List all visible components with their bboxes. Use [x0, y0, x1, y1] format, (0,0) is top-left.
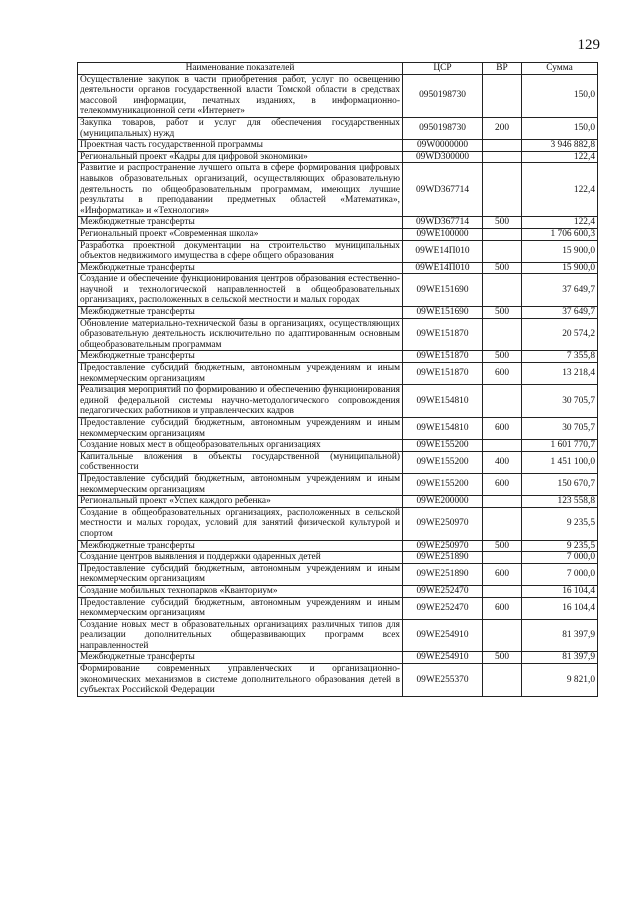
vr-cell: 500: [483, 652, 522, 664]
csr-cell: 09WE250970: [403, 540, 483, 552]
vr-cell: [483, 585, 522, 597]
name-cell: Обновление материально-технической базы в организациях, осуществляющих образовательную деятельность исключительно по адаптированным основным общеобразовательным программам: [78, 318, 403, 351]
table-row: [78, 440, 598, 452]
table-row: [78, 507, 598, 540]
sum-cell: 150,0: [522, 74, 598, 117]
table-row: [78, 262, 598, 274]
sum-cell: 37 649,7: [522, 307, 598, 319]
vr-cell: 400: [483, 451, 522, 473]
sum-cell: 13 218,4: [522, 363, 598, 385]
csr-cell: 0950198730: [403, 74, 483, 117]
csr-cell: 09WE254910: [403, 652, 483, 664]
csr-cell: 09WE251890: [403, 552, 483, 564]
name-cell: Проектная часть государственной программы: [78, 140, 403, 152]
table-row: [78, 228, 598, 240]
name-cell: Межбюджетные трансферты: [78, 307, 403, 319]
sum-cell: 37 649,7: [522, 274, 598, 307]
sum-cell: 7 000,0: [522, 552, 598, 564]
vr-cell: 500: [483, 217, 522, 229]
csr-cell: 09WE151870: [403, 318, 483, 351]
table-row: [78, 585, 598, 597]
sum-cell: 122,4: [522, 151, 598, 163]
name-cell: Закупка товаров, работ и услуг для обеспечения государственных (муниципальных) нужд: [78, 117, 403, 139]
table-row: [78, 140, 598, 152]
vr-cell: 600: [483, 597, 522, 619]
sum-cell: 81 397,9: [522, 652, 598, 664]
name-cell: Создание новых мест в общеобразовательных организациях: [78, 440, 403, 452]
table-body: [78, 74, 598, 696]
table-row: [78, 240, 598, 262]
table-row: [78, 151, 598, 163]
csr-cell: 09WE100000: [403, 228, 483, 240]
name-cell: Создание и обеспечение функционирования центров образования естественно-научной и технологической направленностей в общеобразовательных организациях, расположенных в сельской местности и малых городах: [78, 274, 403, 307]
csr-cell: 09WE151870: [403, 363, 483, 385]
table-row: [78, 307, 598, 319]
csr-cell: 09WE151690: [403, 274, 483, 307]
vr-cell: [483, 385, 522, 418]
name-cell: Предоставление субсидий бюджетным, автономным учреждениям и иным некоммерческим организациям: [78, 563, 403, 585]
name-cell: Развитие и распространение лучшего опыта в сфере формирования цифровых навыков образовательных организаций, осуществляющих образовательную деятельность по общеобразовательным программам, имеющих лучшие результаты в преподавании предметных областей «Математика», «Информатика» и «Технология»: [78, 163, 403, 217]
table-header-row: [78, 63, 598, 75]
sum-cell: 30 705,7: [522, 385, 598, 418]
vr-cell: [483, 507, 522, 540]
table-row: [78, 385, 598, 418]
table-row: [78, 274, 598, 307]
name-cell: Межбюджетные трансферты: [78, 351, 403, 363]
csr-cell: 09WE252470: [403, 597, 483, 619]
sum-cell: 9 235,5: [522, 540, 598, 552]
header-name: Наименование показателей: [78, 63, 403, 75]
table-row: [78, 563, 598, 585]
sum-cell: 1 706 600,3: [522, 228, 598, 240]
csr-cell: 09WE155200: [403, 440, 483, 452]
csr-cell: 09W0000000: [403, 140, 483, 152]
csr-cell: 09WD367714: [403, 217, 483, 229]
vr-cell: 500: [483, 307, 522, 319]
table-row: [78, 217, 598, 229]
csr-cell: 09WE155200: [403, 451, 483, 473]
table-row: [78, 597, 598, 619]
page-number: 129: [577, 37, 600, 53]
sum-cell: 20 574,2: [522, 318, 598, 351]
table-row: [78, 318, 598, 351]
table-row: [78, 473, 598, 495]
name-cell: Формирование современных управленческих и организационно-экономических механизмов в системе дополнительного образования детей в субъектах Российской Федерации: [78, 664, 403, 697]
sum-cell: 1 601 770,7: [522, 440, 598, 452]
table-row: [78, 74, 598, 117]
name-cell: Предоставление субсидий бюджетным, автономным учреждениям и иным некоммерческим организациям: [78, 473, 403, 495]
header-sum: Сумма: [522, 63, 598, 75]
vr-cell: 500: [483, 351, 522, 363]
vr-cell: [483, 74, 522, 117]
vr-cell: 500: [483, 540, 522, 552]
name-cell: Предоставление субсидий бюджетным, автономным учреждениям и иным некоммерческим организациям: [78, 363, 403, 385]
name-cell: Предоставление субсидий бюджетным, автономным учреждениям и иным некоммерческим организациям: [78, 418, 403, 440]
sum-cell: 122,4: [522, 217, 598, 229]
name-cell: Предоставление субсидий бюджетным, автономным учреждениям и иным некоммерческим организациям: [78, 597, 403, 619]
sum-cell: 16 104,4: [522, 585, 598, 597]
sum-cell: 16 104,4: [522, 597, 598, 619]
name-cell: Межбюджетные трансферты: [78, 217, 403, 229]
sum-cell: 9 821,0: [522, 664, 598, 697]
table-row: [78, 117, 598, 139]
name-cell: Региональный проект «Современная школа»: [78, 228, 403, 240]
vr-cell: 600: [483, 363, 522, 385]
vr-cell: 600: [483, 418, 522, 440]
csr-cell: 09WE154810: [403, 385, 483, 418]
vr-cell: [483, 440, 522, 452]
name-cell: Создание новых мест в образовательных организациях различных типов для реализации дополнительных общеразвивающих программ всех направленностей: [78, 619, 403, 652]
table-row: [78, 418, 598, 440]
sum-cell: 150,0: [522, 117, 598, 139]
name-cell: Осуществление закупок в части приобретения работ, услуг по освещению деятельности органов государственной власти Томской области в средствах массовой информации, печатных изданиях, в информационно-телекоммуникационной сети «Интернет»: [78, 74, 403, 117]
sum-cell: 9 235,5: [522, 507, 598, 540]
name-cell: Капитальные вложения в объекты государственной (муниципальной) собственности: [78, 451, 403, 473]
vr-cell: [483, 151, 522, 163]
csr-cell: 09WD300000: [403, 151, 483, 163]
vr-cell: [483, 274, 522, 307]
csr-cell: 09WE200000: [403, 496, 483, 508]
name-cell: Создание центров выявления и поддержки одаренных детей: [78, 552, 403, 564]
header-csr: ЦСР: [403, 63, 483, 75]
vr-cell: 500: [483, 262, 522, 274]
table-row: [78, 664, 598, 697]
table-row: [78, 363, 598, 385]
vr-cell: [483, 664, 522, 697]
table-row: [78, 652, 598, 664]
vr-cell: [483, 619, 522, 652]
name-cell: Разработка проектной документации на строительство муниципальных объектов недвижимого имущества в сфере общего образования: [78, 240, 403, 262]
csr-cell: 09WE14П010: [403, 240, 483, 262]
sum-cell: 123 558,8: [522, 496, 598, 508]
header-vr: ВР: [483, 63, 522, 75]
name-cell: Создание в общеобразовательных организациях, расположенных в сельской местности и малых городах, условий для занятий физической культурой и спортом: [78, 507, 403, 540]
vr-cell: 200: [483, 117, 522, 139]
sum-cell: 15 900,0: [522, 240, 598, 262]
name-cell: Межбюджетные трансферты: [78, 262, 403, 274]
vr-cell: [483, 228, 522, 240]
name-cell: Реализация мероприятий по формированию и обеспечению функционирования единой федеральной системы научно-методологического сопровождения педагогических работников и управленческих кадров: [78, 385, 403, 418]
vr-cell: [483, 496, 522, 508]
csr-cell: 09WE250970: [403, 507, 483, 540]
budget-table: [77, 62, 598, 697]
csr-cell: 09WE252470: [403, 585, 483, 597]
table-row: [78, 451, 598, 473]
sum-cell: 122,4: [522, 163, 598, 217]
csr-cell: 09WE14П010: [403, 262, 483, 274]
vr-cell: [483, 140, 522, 152]
vr-cell: [483, 552, 522, 564]
table-row: [78, 619, 598, 652]
sum-cell: 7 000,0: [522, 563, 598, 585]
sum-cell: 7 355,8: [522, 351, 598, 363]
sum-cell: 30 705,7: [522, 418, 598, 440]
name-cell: Межбюджетные трансферты: [78, 652, 403, 664]
csr-cell: 09WE251890: [403, 563, 483, 585]
name-cell: Создание мобильных технопарков «Кванториум»: [78, 585, 403, 597]
csr-cell: 09WE155200: [403, 473, 483, 495]
csr-cell: 09WE255370: [403, 664, 483, 697]
vr-cell: [483, 318, 522, 351]
sum-cell: 81 397,9: [522, 619, 598, 652]
csr-cell: 09WE154810: [403, 418, 483, 440]
csr-cell: 09WE254910: [403, 619, 483, 652]
table-row: [78, 163, 598, 217]
name-cell: Межбюджетные трансферты: [78, 540, 403, 552]
table-row: [78, 351, 598, 363]
csr-cell: 09WE151690: [403, 307, 483, 319]
table-row: [78, 540, 598, 552]
sum-cell: 3 946 882,8: [522, 140, 598, 152]
csr-cell: 09WE151870: [403, 351, 483, 363]
vr-cell: 600: [483, 473, 522, 495]
vr-cell: 600: [483, 563, 522, 585]
sum-cell: 1 451 100,0: [522, 451, 598, 473]
csr-cell: 0950198730: [403, 117, 483, 139]
vr-cell: [483, 240, 522, 262]
sum-cell: 150 670,7: [522, 473, 598, 495]
csr-cell: 09WD367714: [403, 163, 483, 217]
name-cell: Региональный проект «Успех каждого ребенка»: [78, 496, 403, 508]
name-cell: Региональный проект «Кадры для цифровой экономики»: [78, 151, 403, 163]
vr-cell: [483, 163, 522, 217]
sum-cell: 15 900,0: [522, 262, 598, 274]
table-row: [78, 496, 598, 508]
table-row: [78, 552, 598, 564]
